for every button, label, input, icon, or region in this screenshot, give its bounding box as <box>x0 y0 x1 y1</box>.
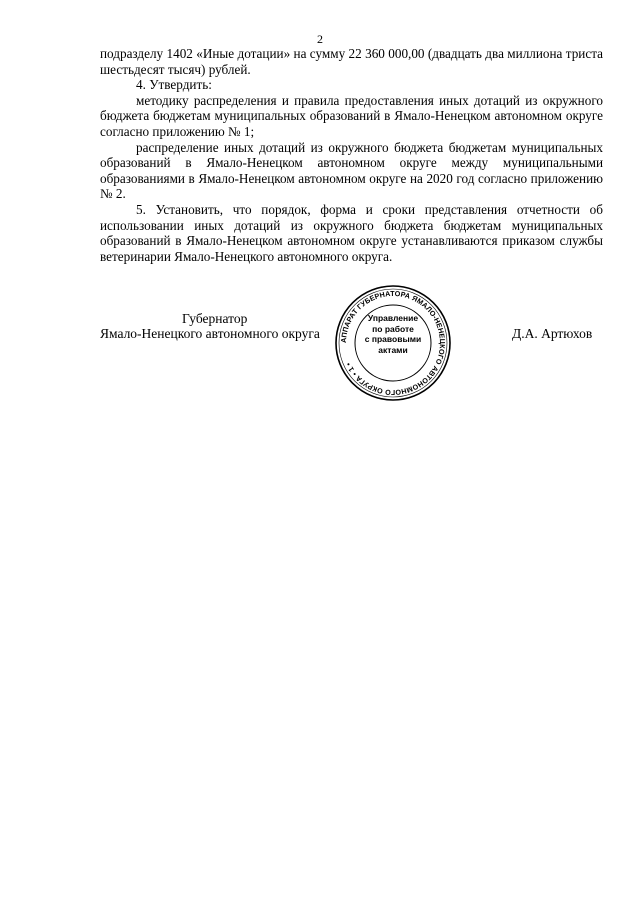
paragraph-methodology: методику распределения и правила предоставления иных дотаций из окружного бюджета бюджетам муниципальных образований в Ямало-Ненецком автономном округе согласно приложению № 1; <box>100 92 603 139</box>
stamp-line: Управление <box>367 313 419 323</box>
signatory-region: Ямало-Ненецкого автономного округа <box>100 326 320 341</box>
paragraph-distribution: распределение иных дотаций из окружного бюджета бюджетам муниципальных образований в Ямало-Ненецком автономном округе между муниципальными образованиями в Ямало-Ненецком автономном округе на 2020 год согласно приложению № 2. <box>100 139 603 202</box>
stamp-ring-text: АППАРАТ ГУБЕРНАТОРА ЯМАЛО-НЕНЕЦКОГО АВТОНОМНОГО ОКРУГА • 1 • <box>338 288 448 398</box>
signatory-title: Губернатор <box>182 311 248 326</box>
page-number: 2 <box>317 32 323 46</box>
paragraph-item-4: 4. Утвердить: <box>136 77 212 93</box>
stamp-center-text <box>360 313 426 355</box>
paragraph-item-5: 5. Установить, что порядок, форма и сроки представления отчетности об использовании иных дотаций из окружного бюджета бюджетам муниципальных образований в Ямало-Ненецком автономном округе устанавливаются приказом службы ветеринарии Ямало-Ненецкого автономного округа. <box>100 201 603 264</box>
signatory-name: Д.А. Артюхов <box>512 326 593 341</box>
stamp-line: с правовыми <box>364 334 422 344</box>
paragraph-continuation: подразделу 1402 «Иные дотации» на сумму 22 360 000,00 (двадцать два миллиона триста шестьдесят тысяч) рублей. <box>100 46 603 77</box>
document-body <box>100 46 603 264</box>
stamp-line: актами <box>378 344 408 355</box>
stamp-line: по работе <box>372 323 414 334</box>
